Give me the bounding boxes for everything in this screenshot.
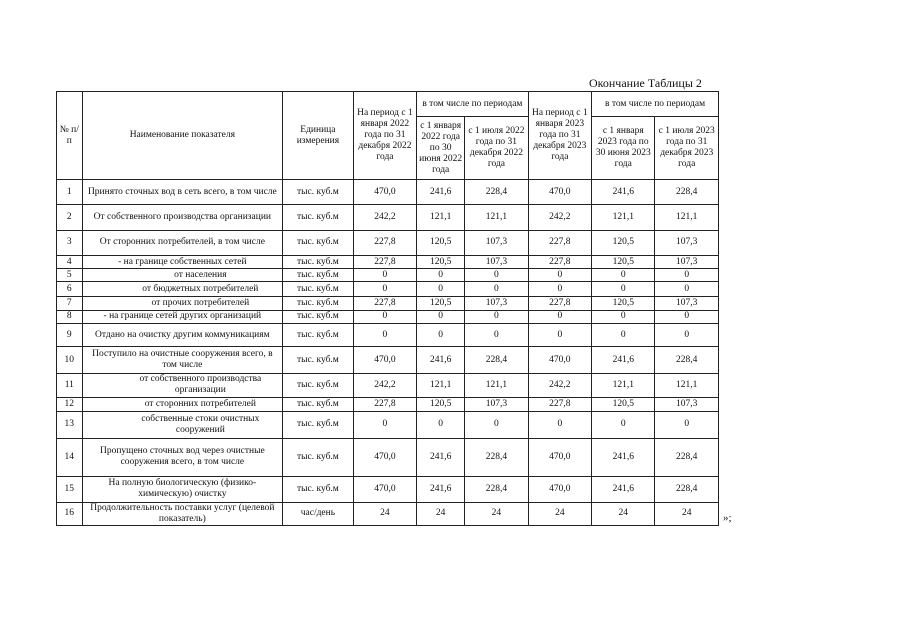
row-value: 0 bbox=[353, 324, 416, 347]
row-value: 107,3 bbox=[655, 230, 719, 255]
row-value: 24 bbox=[353, 502, 416, 525]
row-value: 24 bbox=[528, 502, 591, 525]
row-value: 228,4 bbox=[465, 180, 528, 205]
table-body bbox=[57, 180, 719, 526]
row-number: 10 bbox=[57, 347, 83, 373]
row-value: 0 bbox=[528, 310, 591, 323]
row-unit: тыс. куб.м bbox=[283, 477, 354, 502]
row-value: 228,4 bbox=[465, 347, 528, 373]
row-number: 3 bbox=[57, 230, 83, 255]
table-caption: Окончание Таблицы 2 bbox=[589, 76, 702, 90]
header-incl-2022: в том числе по периодам bbox=[417, 92, 529, 117]
row-value: 0 bbox=[465, 282, 528, 296]
row-indicator-name: Продолжительность поставки услуг (целевой показатель) bbox=[82, 502, 283, 525]
row-indicator-name: от населения bbox=[82, 269, 283, 282]
row-value: 121,1 bbox=[465, 373, 528, 397]
row-value: 0 bbox=[465, 412, 528, 438]
row-number: 9 bbox=[57, 324, 83, 347]
row-indicator-name: - на границе сетей других организаций bbox=[82, 310, 283, 323]
row-value: 121,1 bbox=[465, 205, 528, 230]
row-value: 241,6 bbox=[592, 477, 655, 502]
row-value: 227,8 bbox=[528, 230, 591, 255]
row-indicator-name: от прочих потребителей bbox=[82, 296, 283, 310]
row-value: 0 bbox=[465, 269, 528, 282]
row-unit: тыс. куб.м bbox=[283, 282, 354, 296]
row-value: 107,3 bbox=[655, 398, 719, 412]
row-unit: тыс. куб.м bbox=[283, 296, 354, 310]
row-value: 0 bbox=[592, 282, 655, 296]
row-value: 241,6 bbox=[417, 438, 465, 477]
row-indicator-name: На полную биологическую (физико-химическую) очистку bbox=[82, 477, 283, 502]
table-row bbox=[57, 477, 719, 502]
table-row bbox=[57, 412, 719, 438]
row-value: 121,1 bbox=[655, 205, 719, 230]
table-row bbox=[57, 373, 719, 397]
row-value: 107,3 bbox=[465, 296, 528, 310]
row-value: 241,6 bbox=[592, 347, 655, 373]
row-value: 0 bbox=[465, 324, 528, 347]
row-value: 0 bbox=[353, 282, 416, 296]
row-number: 15 bbox=[57, 477, 83, 502]
row-value: 121,1 bbox=[417, 205, 465, 230]
row-value: 228,4 bbox=[655, 438, 719, 477]
header-h1-2023: с 1 января 2023 года по 30 июня 2023 года bbox=[592, 117, 655, 180]
row-value: 0 bbox=[592, 310, 655, 323]
header-period-2022: На период с 1 января 2022 года по 31 декабря 2022 года bbox=[353, 92, 416, 180]
row-number: 5 bbox=[57, 269, 83, 282]
row-value: 470,0 bbox=[528, 180, 591, 205]
table-row bbox=[57, 269, 719, 282]
row-number: 8 bbox=[57, 310, 83, 323]
row-value: 227,8 bbox=[528, 256, 591, 269]
table-row bbox=[57, 205, 719, 230]
row-value: 120,5 bbox=[417, 230, 465, 255]
row-value: 121,1 bbox=[417, 373, 465, 397]
row-value: 227,8 bbox=[528, 296, 591, 310]
row-value: 241,6 bbox=[592, 180, 655, 205]
row-value: 0 bbox=[592, 324, 655, 347]
row-value: 228,4 bbox=[655, 180, 719, 205]
row-value: 470,0 bbox=[528, 477, 591, 502]
row-indicator-name: Принято сточных вод в сеть всего, в том числе bbox=[82, 180, 283, 205]
row-value: 0 bbox=[655, 269, 719, 282]
row-value: 0 bbox=[417, 282, 465, 296]
row-value: 24 bbox=[655, 502, 719, 525]
row-value: 227,8 bbox=[353, 296, 416, 310]
row-value: 0 bbox=[417, 324, 465, 347]
row-value: 121,1 bbox=[655, 373, 719, 397]
row-value: 120,5 bbox=[417, 296, 465, 310]
row-value: 107,3 bbox=[465, 398, 528, 412]
row-value: 0 bbox=[353, 412, 416, 438]
row-value: 0 bbox=[353, 269, 416, 282]
header-name: Наименование показателя bbox=[82, 92, 283, 180]
row-value: 470,0 bbox=[528, 438, 591, 477]
table-row bbox=[57, 324, 719, 347]
row-value: 470,0 bbox=[353, 347, 416, 373]
row-unit: тыс. куб.м bbox=[283, 310, 354, 323]
row-value: 241,6 bbox=[417, 477, 465, 502]
row-value: 228,4 bbox=[465, 477, 528, 502]
row-value: 0 bbox=[528, 324, 591, 347]
row-indicator-name: собственные стоки очистных сооружений bbox=[82, 412, 283, 438]
row-value: 0 bbox=[528, 269, 591, 282]
row-number: 14 bbox=[57, 438, 83, 477]
row-value: 0 bbox=[353, 310, 416, 323]
row-indicator-name: Поступило на очистные сооружения всего, в том числе bbox=[82, 347, 283, 373]
row-unit: тыс. куб.м bbox=[283, 373, 354, 397]
row-value: 241,6 bbox=[417, 347, 465, 373]
table-row bbox=[57, 256, 719, 269]
row-value: 470,0 bbox=[353, 477, 416, 502]
row-value: 0 bbox=[528, 282, 591, 296]
row-value: 0 bbox=[528, 412, 591, 438]
row-value: 228,4 bbox=[465, 438, 528, 477]
row-value: 0 bbox=[655, 282, 719, 296]
row-value: 24 bbox=[465, 502, 528, 525]
row-value: 242,2 bbox=[353, 373, 416, 397]
row-value: 227,8 bbox=[353, 256, 416, 269]
row-value: 0 bbox=[655, 324, 719, 347]
row-value: 121,1 bbox=[592, 373, 655, 397]
header-h2-2022: с 1 июля 2022 года по 31 декабря 2022 года bbox=[465, 117, 528, 180]
row-value: 242,2 bbox=[528, 373, 591, 397]
wastewater-balance-table bbox=[56, 91, 719, 526]
row-value: 470,0 bbox=[353, 180, 416, 205]
row-value: 107,3 bbox=[465, 230, 528, 255]
row-number: 11 bbox=[57, 373, 83, 397]
table-row bbox=[57, 438, 719, 477]
row-unit: тыс. куб.м bbox=[283, 180, 354, 205]
row-value: 107,3 bbox=[655, 256, 719, 269]
row-value: 241,6 bbox=[592, 438, 655, 477]
row-value: 242,2 bbox=[353, 205, 416, 230]
row-indicator-name: Пропущено сточных вод через очистные сооружения всего, в том числе bbox=[82, 438, 283, 477]
table-row bbox=[57, 347, 719, 373]
row-unit: тыс. куб.м bbox=[283, 256, 354, 269]
row-number: 12 bbox=[57, 398, 83, 412]
row-value: 0 bbox=[465, 310, 528, 323]
row-indicator-name: от сторонних потребителей bbox=[82, 398, 283, 412]
row-value: 120,5 bbox=[417, 398, 465, 412]
row-number: 4 bbox=[57, 256, 83, 269]
row-value: 0 bbox=[417, 310, 465, 323]
row-value: 470,0 bbox=[528, 347, 591, 373]
row-value: 121,1 bbox=[592, 205, 655, 230]
row-value: 0 bbox=[417, 412, 465, 438]
table-row bbox=[57, 502, 719, 525]
row-unit: тыс. куб.м bbox=[283, 269, 354, 282]
row-number: 6 bbox=[57, 282, 83, 296]
row-value: 228,4 bbox=[655, 347, 719, 373]
row-value: 227,8 bbox=[528, 398, 591, 412]
table-row bbox=[57, 296, 719, 310]
row-indicator-name: От сторонних потребителей, в том числе bbox=[82, 230, 283, 255]
row-number: 2 bbox=[57, 205, 83, 230]
row-value: 120,5 bbox=[592, 398, 655, 412]
row-value: 0 bbox=[655, 412, 719, 438]
row-value: 24 bbox=[417, 502, 465, 525]
row-unit: тыс. куб.м bbox=[283, 398, 354, 412]
row-value: 24 bbox=[592, 502, 655, 525]
closing-quote: »; bbox=[723, 512, 732, 524]
header-incl-2023: в том числе по периодам bbox=[592, 92, 719, 117]
row-value: 120,5 bbox=[592, 296, 655, 310]
table-row bbox=[57, 282, 719, 296]
row-number: 7 bbox=[57, 296, 83, 310]
table-row bbox=[57, 230, 719, 255]
header-period-2023: На период с 1 января 2023 года по 31 декабря 2023 года bbox=[528, 92, 591, 180]
row-value: 242,2 bbox=[528, 205, 591, 230]
row-value: 0 bbox=[592, 269, 655, 282]
row-unit: тыс. куб.м bbox=[283, 205, 354, 230]
header-unit: Единица измерения bbox=[283, 92, 354, 180]
row-unit: тыс. куб.м bbox=[283, 230, 354, 255]
row-unit: тыс. куб.м bbox=[283, 412, 354, 438]
row-value: 227,8 bbox=[353, 230, 416, 255]
row-unit: тыс. куб.м bbox=[283, 324, 354, 347]
row-value: 0 bbox=[655, 310, 719, 323]
row-indicator-name: - на границе собственных сетей bbox=[82, 256, 283, 269]
row-indicator-name: Отдано на очистку другим коммуникациям bbox=[82, 324, 283, 347]
row-value: 120,5 bbox=[592, 256, 655, 269]
row-indicator-name: от бюджетных потребителей bbox=[82, 282, 283, 296]
row-unit: тыс. куб.м bbox=[283, 438, 354, 477]
row-value: 107,3 bbox=[655, 296, 719, 310]
row-indicator-name: От собственного производства организации bbox=[82, 205, 283, 230]
table-row bbox=[57, 310, 719, 323]
header-h2-2023: с 1 июля 2023 года по 31 декабря 2023 года bbox=[655, 117, 719, 180]
row-value: 470,0 bbox=[353, 438, 416, 477]
header-h1-2022: с 1 января 2022 года по 30 июня 2022 года bbox=[417, 117, 465, 180]
row-number: 1 bbox=[57, 180, 83, 205]
row-number: 13 bbox=[57, 412, 83, 438]
table-row bbox=[57, 398, 719, 412]
row-value: 228,4 bbox=[655, 477, 719, 502]
row-value: 120,5 bbox=[592, 230, 655, 255]
row-unit: час/день bbox=[283, 502, 354, 525]
row-indicator-name: от собственного производства организации bbox=[82, 373, 283, 397]
row-unit: тыс. куб.м bbox=[283, 347, 354, 373]
row-value: 0 bbox=[417, 269, 465, 282]
row-number: 16 bbox=[57, 502, 83, 525]
row-value: 120,5 bbox=[417, 256, 465, 269]
header-num: № п/п bbox=[57, 92, 83, 180]
row-value: 227,8 bbox=[353, 398, 416, 412]
row-value: 107,3 bbox=[465, 256, 528, 269]
row-value: 0 bbox=[592, 412, 655, 438]
row-value: 241,6 bbox=[417, 180, 465, 205]
table-row bbox=[57, 180, 719, 205]
